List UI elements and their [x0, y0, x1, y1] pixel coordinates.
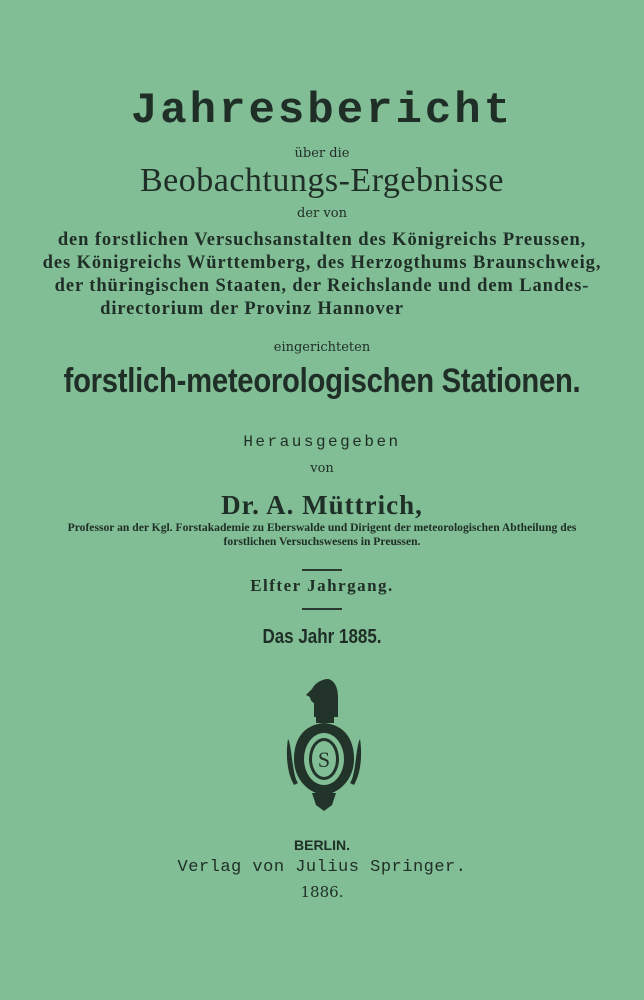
- editor-affiliation: forstlichen Versuchswesens in Preussen.: [223, 535, 421, 548]
- institutions-line: des Königreichs Württemberg, des Herzogthums Braunschweig,: [42, 253, 602, 273]
- published-label: Herausgegeben: [243, 433, 401, 451]
- divider: [302, 608, 342, 610]
- publication-year: 1886.: [300, 883, 344, 901]
- established-text: eingerichteten: [273, 340, 371, 355]
- publisher-city: BERLIN.: [294, 837, 350, 853]
- stations-heading: forstlich-meteorologischen Stationen.: [63, 362, 581, 400]
- report-title: Jahresbericht: [130, 86, 514, 136]
- institutions-line: den forstlichen Versuchsanstalten des Königreichs Preussen,: [57, 230, 587, 250]
- institutions-line: der thüringischen Staaten, der Reichslande und dem Landes-: [54, 276, 590, 296]
- divider: [302, 569, 342, 571]
- by-label: von: [310, 461, 334, 476]
- editor-name: Dr. A. Müttrich,: [221, 490, 423, 520]
- subtitle-intro: über die: [294, 146, 350, 161]
- springer-knight-emblem-icon: [284, 675, 364, 815]
- svg-text:S: S: [317, 747, 331, 772]
- volume-label: Elfter Jahrgang.: [250, 576, 394, 595]
- institutions-line: directorium der Provinz Hannover: [100, 299, 404, 319]
- subtitle: Beobachtungs-Ergebnisse: [139, 162, 505, 199]
- connector-text: der von: [297, 206, 347, 221]
- editor-affiliation: Professor an der Kgl. Forstakademie zu Eberswalde und Dirigent der meteorologischen Abtheilung des: [67, 521, 577, 534]
- publisher-name: Verlag von Julius Springer.: [177, 858, 467, 877]
- year-covered: Das Jahr 1885.: [262, 626, 382, 648]
